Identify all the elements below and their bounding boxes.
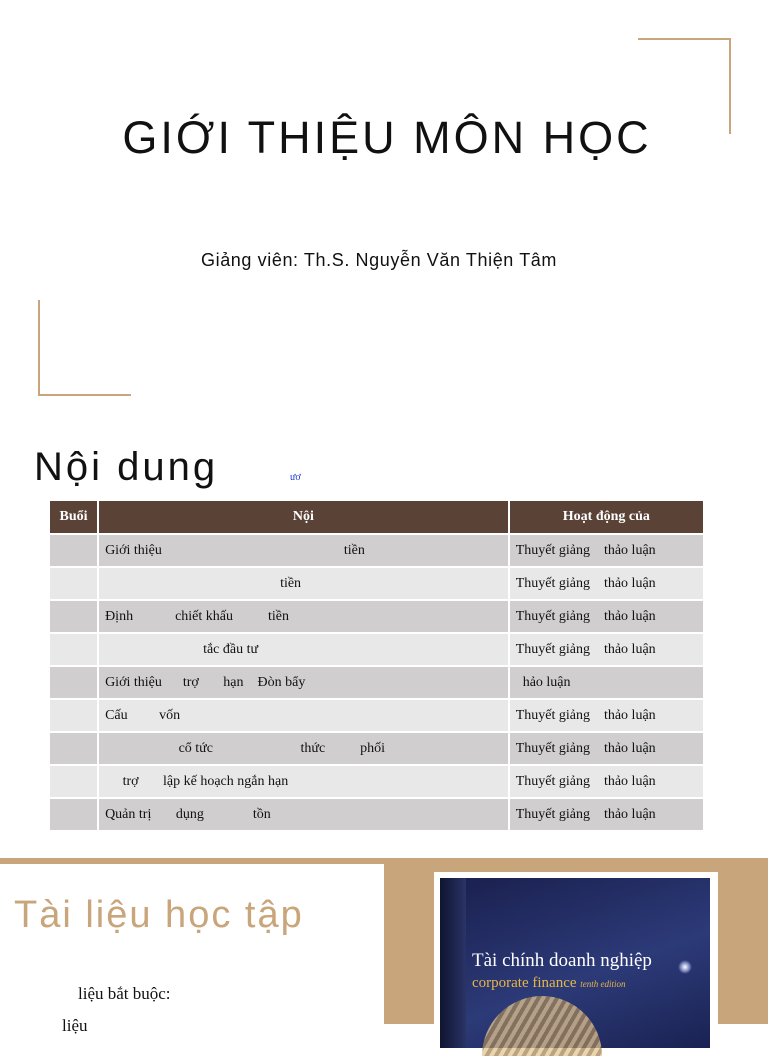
cell-content: Giới thiệu trợ hạn Đòn bẩy [98,666,509,699]
table-row [50,534,703,567]
cell-session [50,699,98,732]
cell-session [50,765,98,798]
book-title-vn: Tài chính doanh nghiệp [472,950,652,971]
book-title-en [472,975,626,992]
table-row [50,600,703,633]
cell-content: tiền [98,567,509,600]
coins-graphic [482,996,602,1056]
table-row [50,798,703,830]
cell-activity: Thuyết giảng thảo luận [509,600,703,633]
cell-activity: Thuyết giảng thảo luận [509,567,703,600]
table-header-row [50,501,703,534]
star-icon [678,960,692,974]
cell-session [50,633,98,666]
cell-activity: Thuyết giảng thảo luận [509,534,703,567]
course-schedule-table [50,501,703,830]
cell-session [50,666,98,699]
materials-item: liệu bắt buộc: [78,984,171,1003]
cell-content: Giới thiệu tiền [98,534,509,567]
cell-activity: Thuyết giảng thảo luận [509,798,703,830]
table-row [50,765,703,798]
cell-session [50,600,98,633]
cell-activity: Thuyết giảng thảo luận [509,732,703,765]
book-spine [440,878,466,1048]
textbook-image [434,872,718,1042]
header-session: Buổi [50,501,98,534]
cell-content: Định chiết khấu tiền [98,600,509,633]
book-panel [384,864,768,1024]
cell-activity: Thuyết giảng thảo luận [509,633,703,666]
content-slide [0,420,768,858]
cell-session [50,567,98,600]
cell-content: tắc đầu tư [98,633,509,666]
materials-item: liệu [62,1016,88,1035]
header-content: Nội [98,501,509,534]
table-row [50,633,703,666]
materials-title: Tài liệu học tập [14,894,304,936]
materials-slide [0,858,768,1035]
stray-mark: ươ [290,472,301,483]
cell-session [50,732,98,765]
table-row [50,699,703,732]
cell-session [50,534,98,567]
slide-title: GIỚI THIỆU MÔN HỌC [122,112,652,163]
book-title-en-text: corporate finance [472,975,577,991]
cell-activity: Thuyết giảng thảo luận [509,699,703,732]
header-activity: Hoạt động của [509,501,703,534]
cell-content: trợ lập kế hoạch ngắn hạn [98,765,509,798]
cell-content: Quản trị dụng tồn [98,798,509,830]
cell-session [50,798,98,830]
lecturer-name: Giảng viên: Th.S. Nguyễn Văn Thiện Tâm [201,250,557,270]
cell-content: Cấu vốn [98,699,509,732]
table-row [50,732,703,765]
title-slide [0,0,768,420]
corner-bracket-bottom-left [38,300,131,396]
cell-activity: Thuyết giảng thảo luận [509,765,703,798]
cell-content: cổ tức thức phối [98,732,509,765]
cell-activity: hảo luận [509,666,703,699]
table-row [50,666,703,699]
table-row [50,567,703,600]
book-edition: tenth edition [580,979,626,989]
content-title: Nội dung [34,445,219,489]
